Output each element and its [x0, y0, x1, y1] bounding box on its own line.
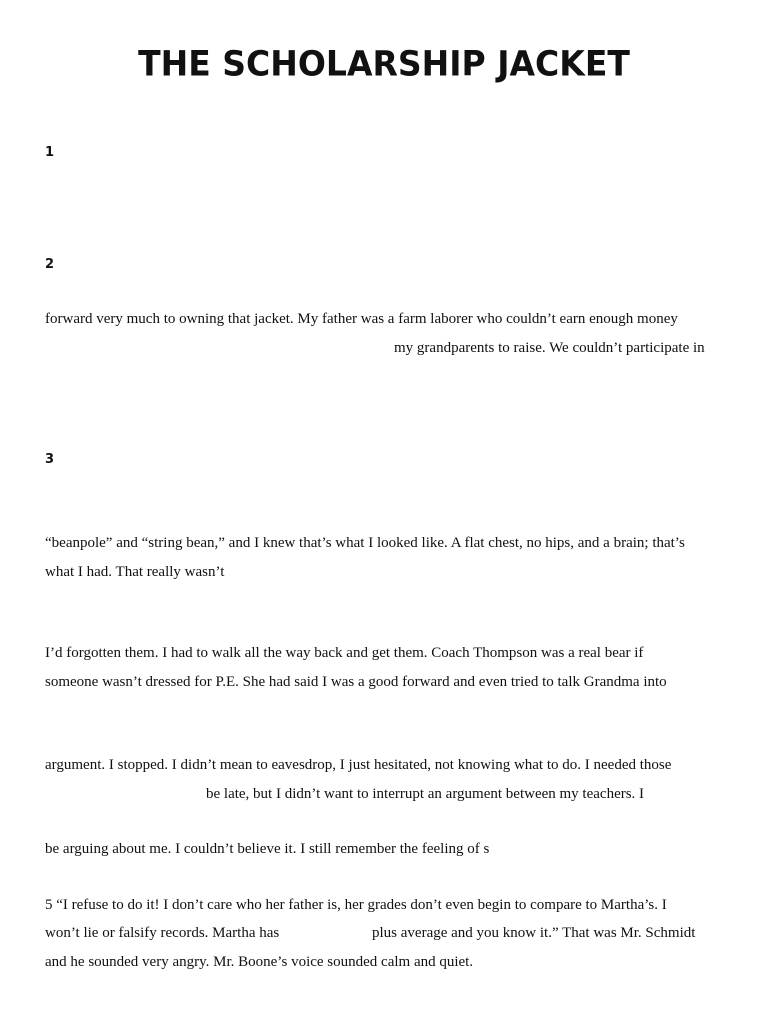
text-line: be late, but I didn’t want to interrupt an argument between my teachers. I: [206, 786, 645, 802]
paragraph-number-3: 3: [45, 452, 55, 467]
text-line: I’d forgotten them. I had to walk all the way back and get them. Coach Thompson was a real bear if: [45, 645, 644, 661]
text-line: my grandparents to raise. We couldn’t participate in: [394, 340, 705, 356]
text-line: “beanpole” and “string bean,” and I knew that’s what I looked like. A flat chest, no hips, and a brain; that’s: [45, 535, 685, 551]
text-line: 5 “I refuse to do it! I don’t care who her father is, her grades don’t even begin to compare to Martha’s. I: [45, 897, 667, 913]
document-title: THE SCHOLARSHIP JACKET: [138, 43, 630, 84]
paragraph-number-2: 2: [45, 257, 55, 272]
text-line: be arguing about me. I couldn’t believe it. I still remember the feeling of s: [45, 841, 490, 857]
text-line: someone wasn’t dressed for P.E. She had said I was a good forward and even tried to talk Grandma into: [45, 674, 667, 690]
text-line: and he sounded very angry. Mr. Boone’s voice sounded calm and quiet.: [45, 954, 474, 970]
text-line: won’t lie or falsify records. Martha has: [45, 925, 280, 941]
text-line: argument. I stopped. I didn’t mean to eavesdrop, I just hesitated, not knowing what to do. I needed those: [45, 757, 672, 773]
paragraph-number-1: 1: [45, 145, 55, 160]
text-line: plus average and you know it.” That was Mr. Schmidt: [372, 925, 696, 941]
text-line: what I had. That really wasn’t: [45, 564, 225, 580]
text-line: forward very much to owning that jacket. My father was a farm laborer who couldn’t earn enough money: [45, 311, 678, 327]
